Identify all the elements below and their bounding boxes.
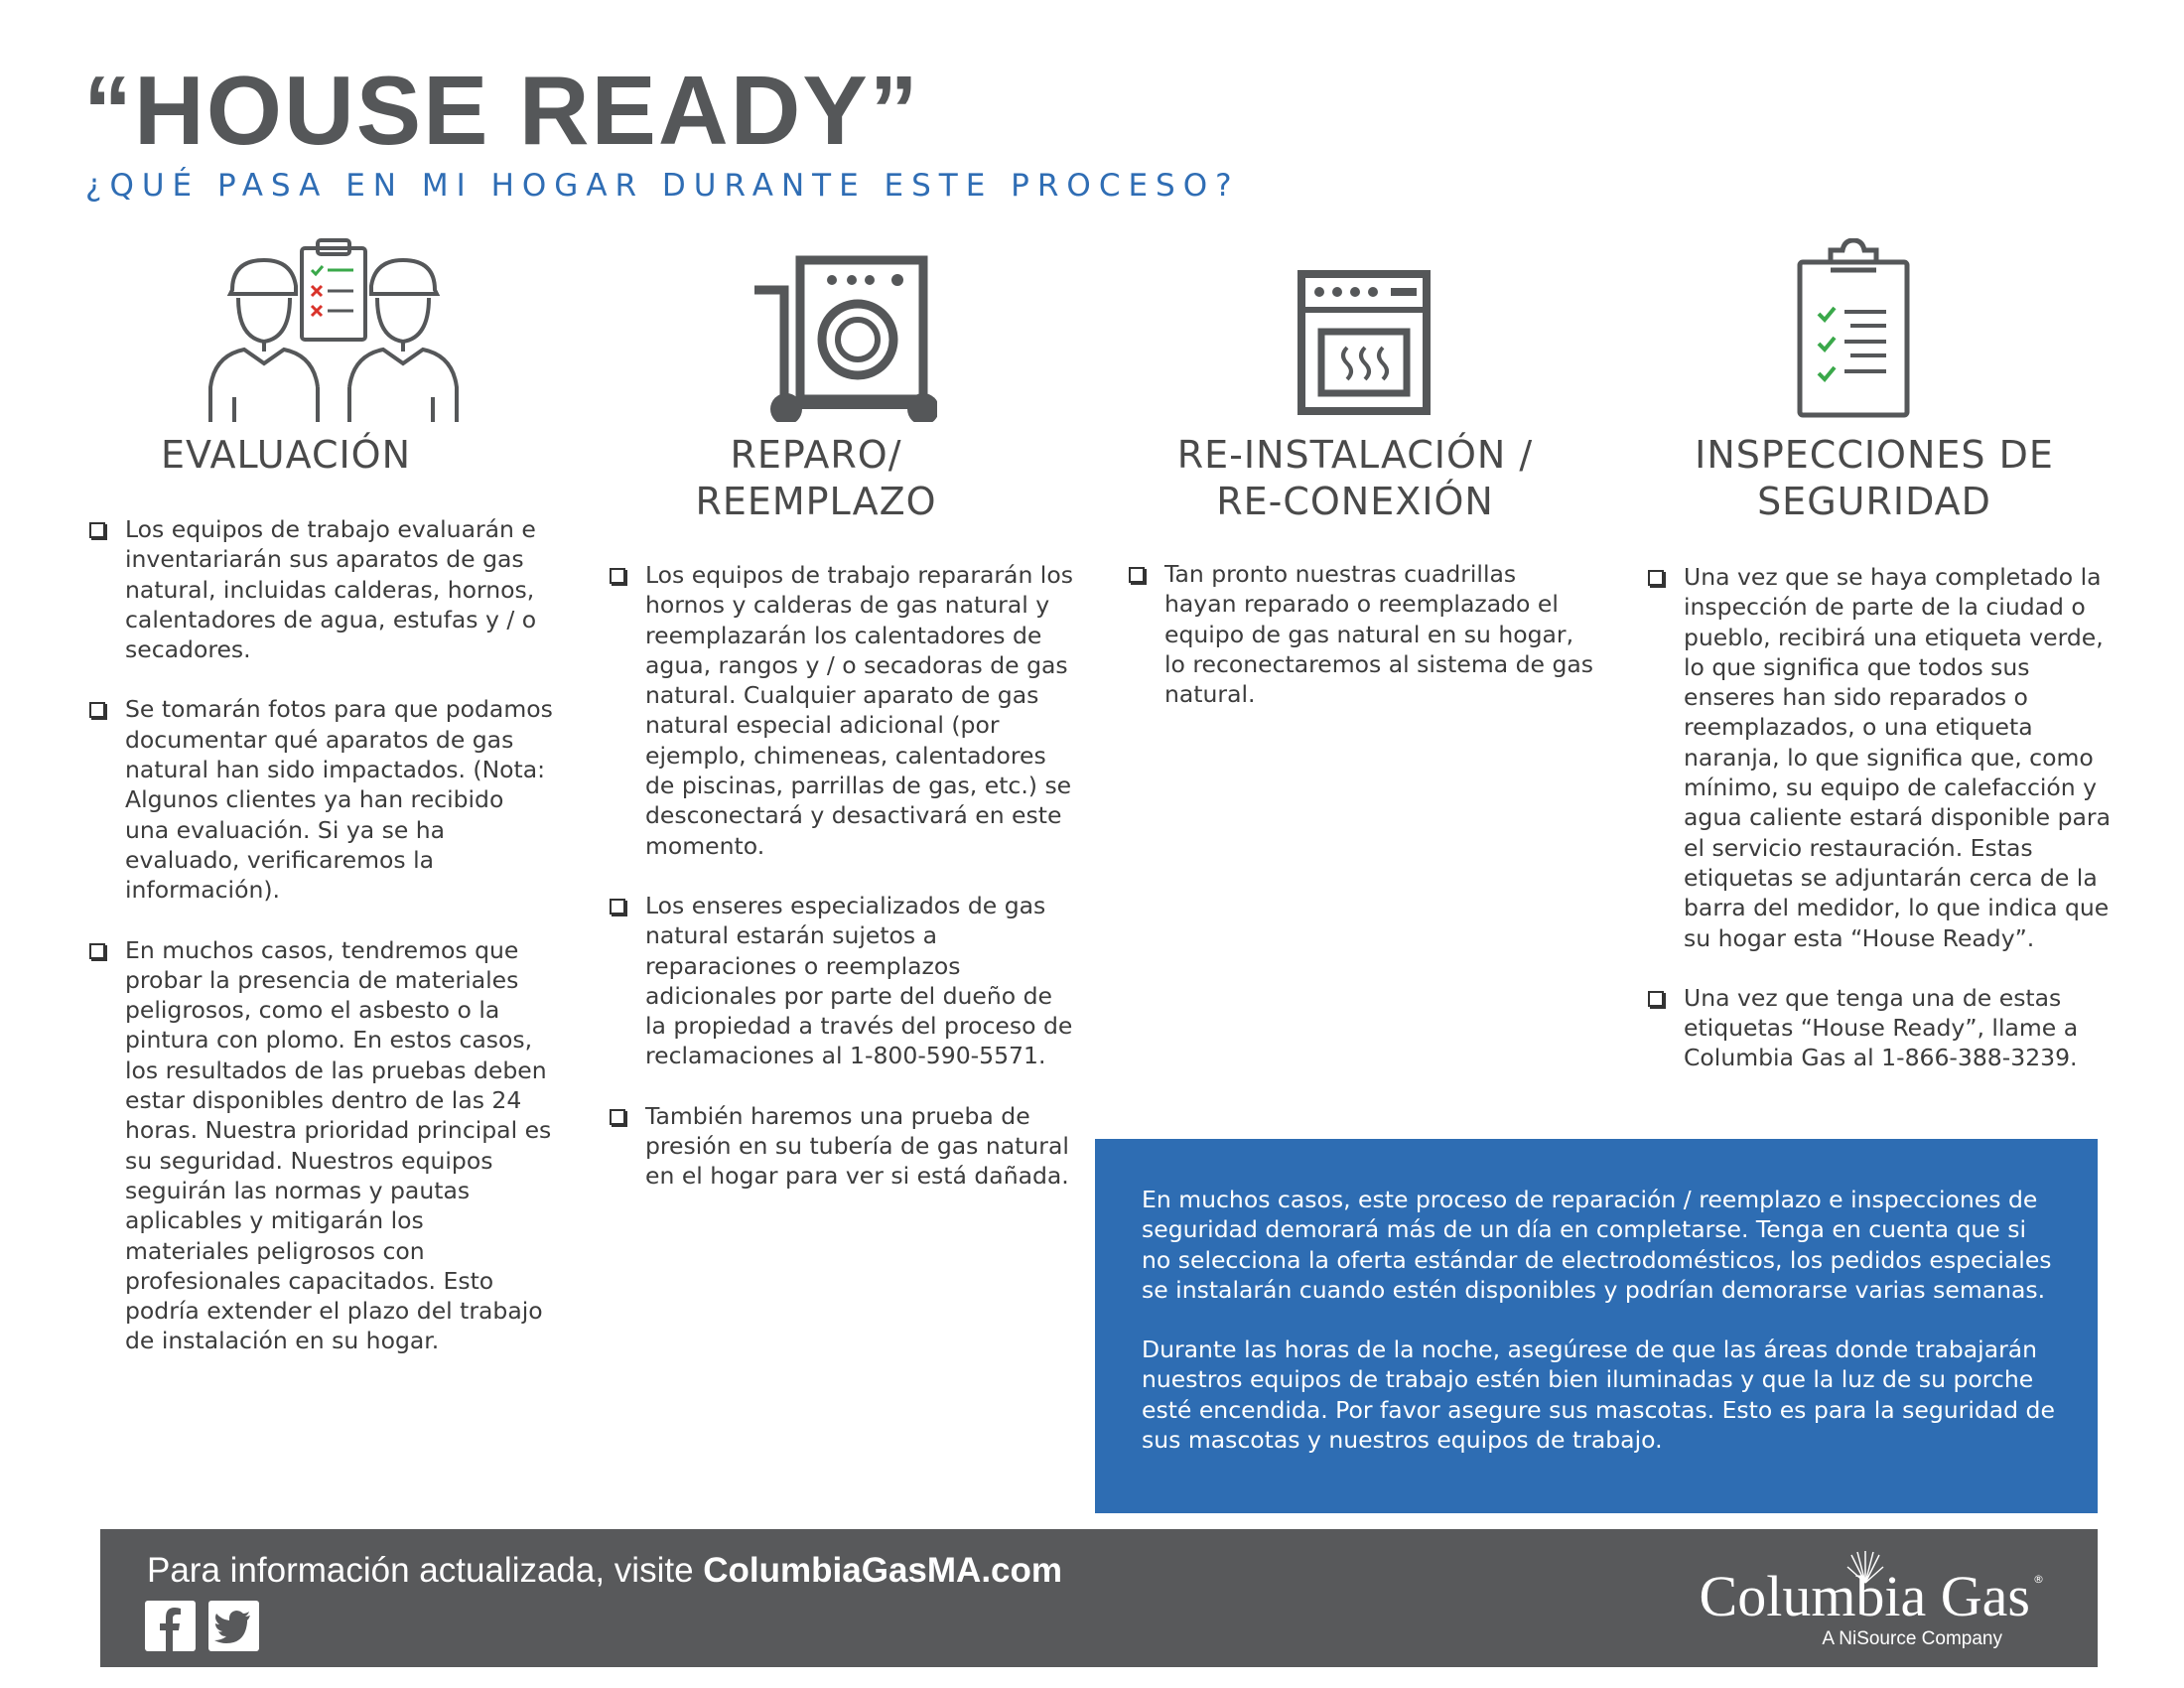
logo-wordmark: Columbia Gas (1699, 1564, 2030, 1628)
social-links (145, 1601, 259, 1651)
checkbox-bullet-icon (89, 943, 105, 959)
list-item: Se tomarán fotos para que podamos documentar qué aparatos de gas natural han sido impactados. (Nota: Algunos clientes ya han recibido una evaluación. Si ya se ha evaluado, verificaremos la información). (87, 694, 554, 905)
inspectors-clipboard-icon (205, 238, 463, 422)
list-item: En muchos casos, tendremos que probar la presencia de materiales peligrosos, como el asbesto o la pintura con plomo. En estos casos, los resultados de las pruebas deben estar disponibles dentro de las 24 horas. Nuestra prioridad principal es su seguridad. Nuestros equipos seguirán las normas y pautas aplicables y mitigarán los materiales peligrosos con profesionales capacitados. Esto podría extender el plazo del trabajo de instalación en su hogar. (87, 935, 554, 1356)
logo-tagline: A NiSource Company (1822, 1628, 2002, 1649)
checkbox-bullet-icon (610, 899, 625, 914)
bullet-list (1127, 559, 1593, 739)
checkbox-bullet-icon (610, 568, 625, 584)
registered-mark: ® (2033, 1573, 2044, 1586)
bullet-list (87, 514, 554, 1386)
col-heading-reinstalacion: RE-INSTALACIÓN / RE-CONEXIÓN (1176, 433, 1534, 523)
checkbox-bullet-icon (89, 522, 105, 538)
checkbox-bullet-icon (610, 1109, 625, 1125)
checkbox-bullet-icon (1129, 567, 1145, 583)
page-title: “HOUSE READY” (83, 56, 920, 165)
checklist-icon (1795, 238, 1914, 422)
col-heading-evaluacion: EVALUACIÓN (160, 433, 412, 477)
columbia-gas-logo (1641, 1551, 2058, 1650)
oven-icon (1296, 268, 1434, 452)
col-heading-reparo: REPARO/ REEMPLAZO (695, 433, 937, 523)
notice-box (1095, 1139, 2098, 1513)
list-item: Los equipos de trabajo evaluarán e inventariarán sus aparatos de gas natural, incluidas calderas, hornos, calentadores de agua, estufas y / o secadores. (87, 514, 554, 664)
appliance-dolly-icon (749, 238, 937, 422)
notice-paragraph: Durante las horas de la noche, asegúrese de que las áreas donde trabajarán nuestros equipos de trabajo estén bien iluminadas y que la luz de su porche esté encendida. Por favor asegure sus mascotas. Esto es para la seguridad de sus mascotas y nuestros equipos de trabajo. (1142, 1336, 2055, 1455)
bullet-list (1646, 562, 2113, 1103)
list-item: Los enseres especializados de gas natural estarán sujetos a reparaciones o reemplazos adicionales por parte del dueño de la propiedad a través del proceso de reclamaciones al 1-800-590-5571. (608, 891, 1074, 1071)
list-item: Tan pronto nuestras cuadrillas hayan reparado o reemplazado el equipo de gas natural en su hogar, lo reconectaremos al sistema de gas natural. (1127, 559, 1593, 709)
facebook-icon[interactable] (145, 1601, 196, 1651)
checkbox-bullet-icon (1648, 570, 1664, 586)
checkbox-bullet-icon (89, 702, 105, 718)
footer-text: Para información actualizada, visite ColumbiaGasMA.com (147, 1551, 1063, 1590)
list-item: También haremos una prueba de presión en su tubería de gas natural en el hogar para ver si está dañada. (608, 1101, 1074, 1192)
list-item: Una vez que tenga una de estas etiquetas “House Ready”, llame a Columbia Gas al 1-866-388-3239. (1646, 983, 2113, 1073)
list-item: Una vez que se haya completado la inspección de parte de la ciudad o pueblo, recibirá una etiqueta verde, lo que significa que todos sus enseres han sido reparados o reemplazados, o una etiqueta naranja, lo que significa que, como mínimo, su equipo de calefacción y agua caliente estará disponible para el servicio restauración. Estas etiquetas se adjuntarán cerca de la barra del medidor, lo que indica que su hogar esta “House Ready”. (1646, 562, 2113, 953)
notice-paragraph: En muchos casos, este proceso de reparación / reemplazo e inspecciones de seguridad demorará más de un día en completarse. Tenga en cuenta que si no selecciona la oferta estándar de electrodomésticos, los pedidos especiales se instalarán cuando estén disponibles y podrían demorarse varias semanas. (1142, 1186, 2052, 1304)
checkbox-bullet-icon (1648, 991, 1664, 1007)
footer-bar (100, 1529, 2098, 1667)
list-item: Los equipos de trabajo repararán los hornos y calderas de gas natural y reemplazarán los calentadores de agua, rangos y / o secadoras de gas natural. Cualquier aparato de gas natural especial adicional (por ejemplo, chimeneas, calentadores de piscinas, parrillas de gas, etc.) se desconectará y desactivará en este momento. (608, 560, 1074, 861)
col-heading-inspecciones: INSPECCIONES DE SEGURIDAD (1695, 433, 2054, 523)
bullet-list (608, 560, 1074, 1221)
page-subtitle: ¿QUÉ PASA EN MI HOGAR DURANTE ESTE PROCESO? (85, 168, 1240, 204)
website-link[interactable]: ColumbiaGasMA.com (703, 1551, 1063, 1590)
twitter-icon[interactable] (208, 1601, 259, 1651)
